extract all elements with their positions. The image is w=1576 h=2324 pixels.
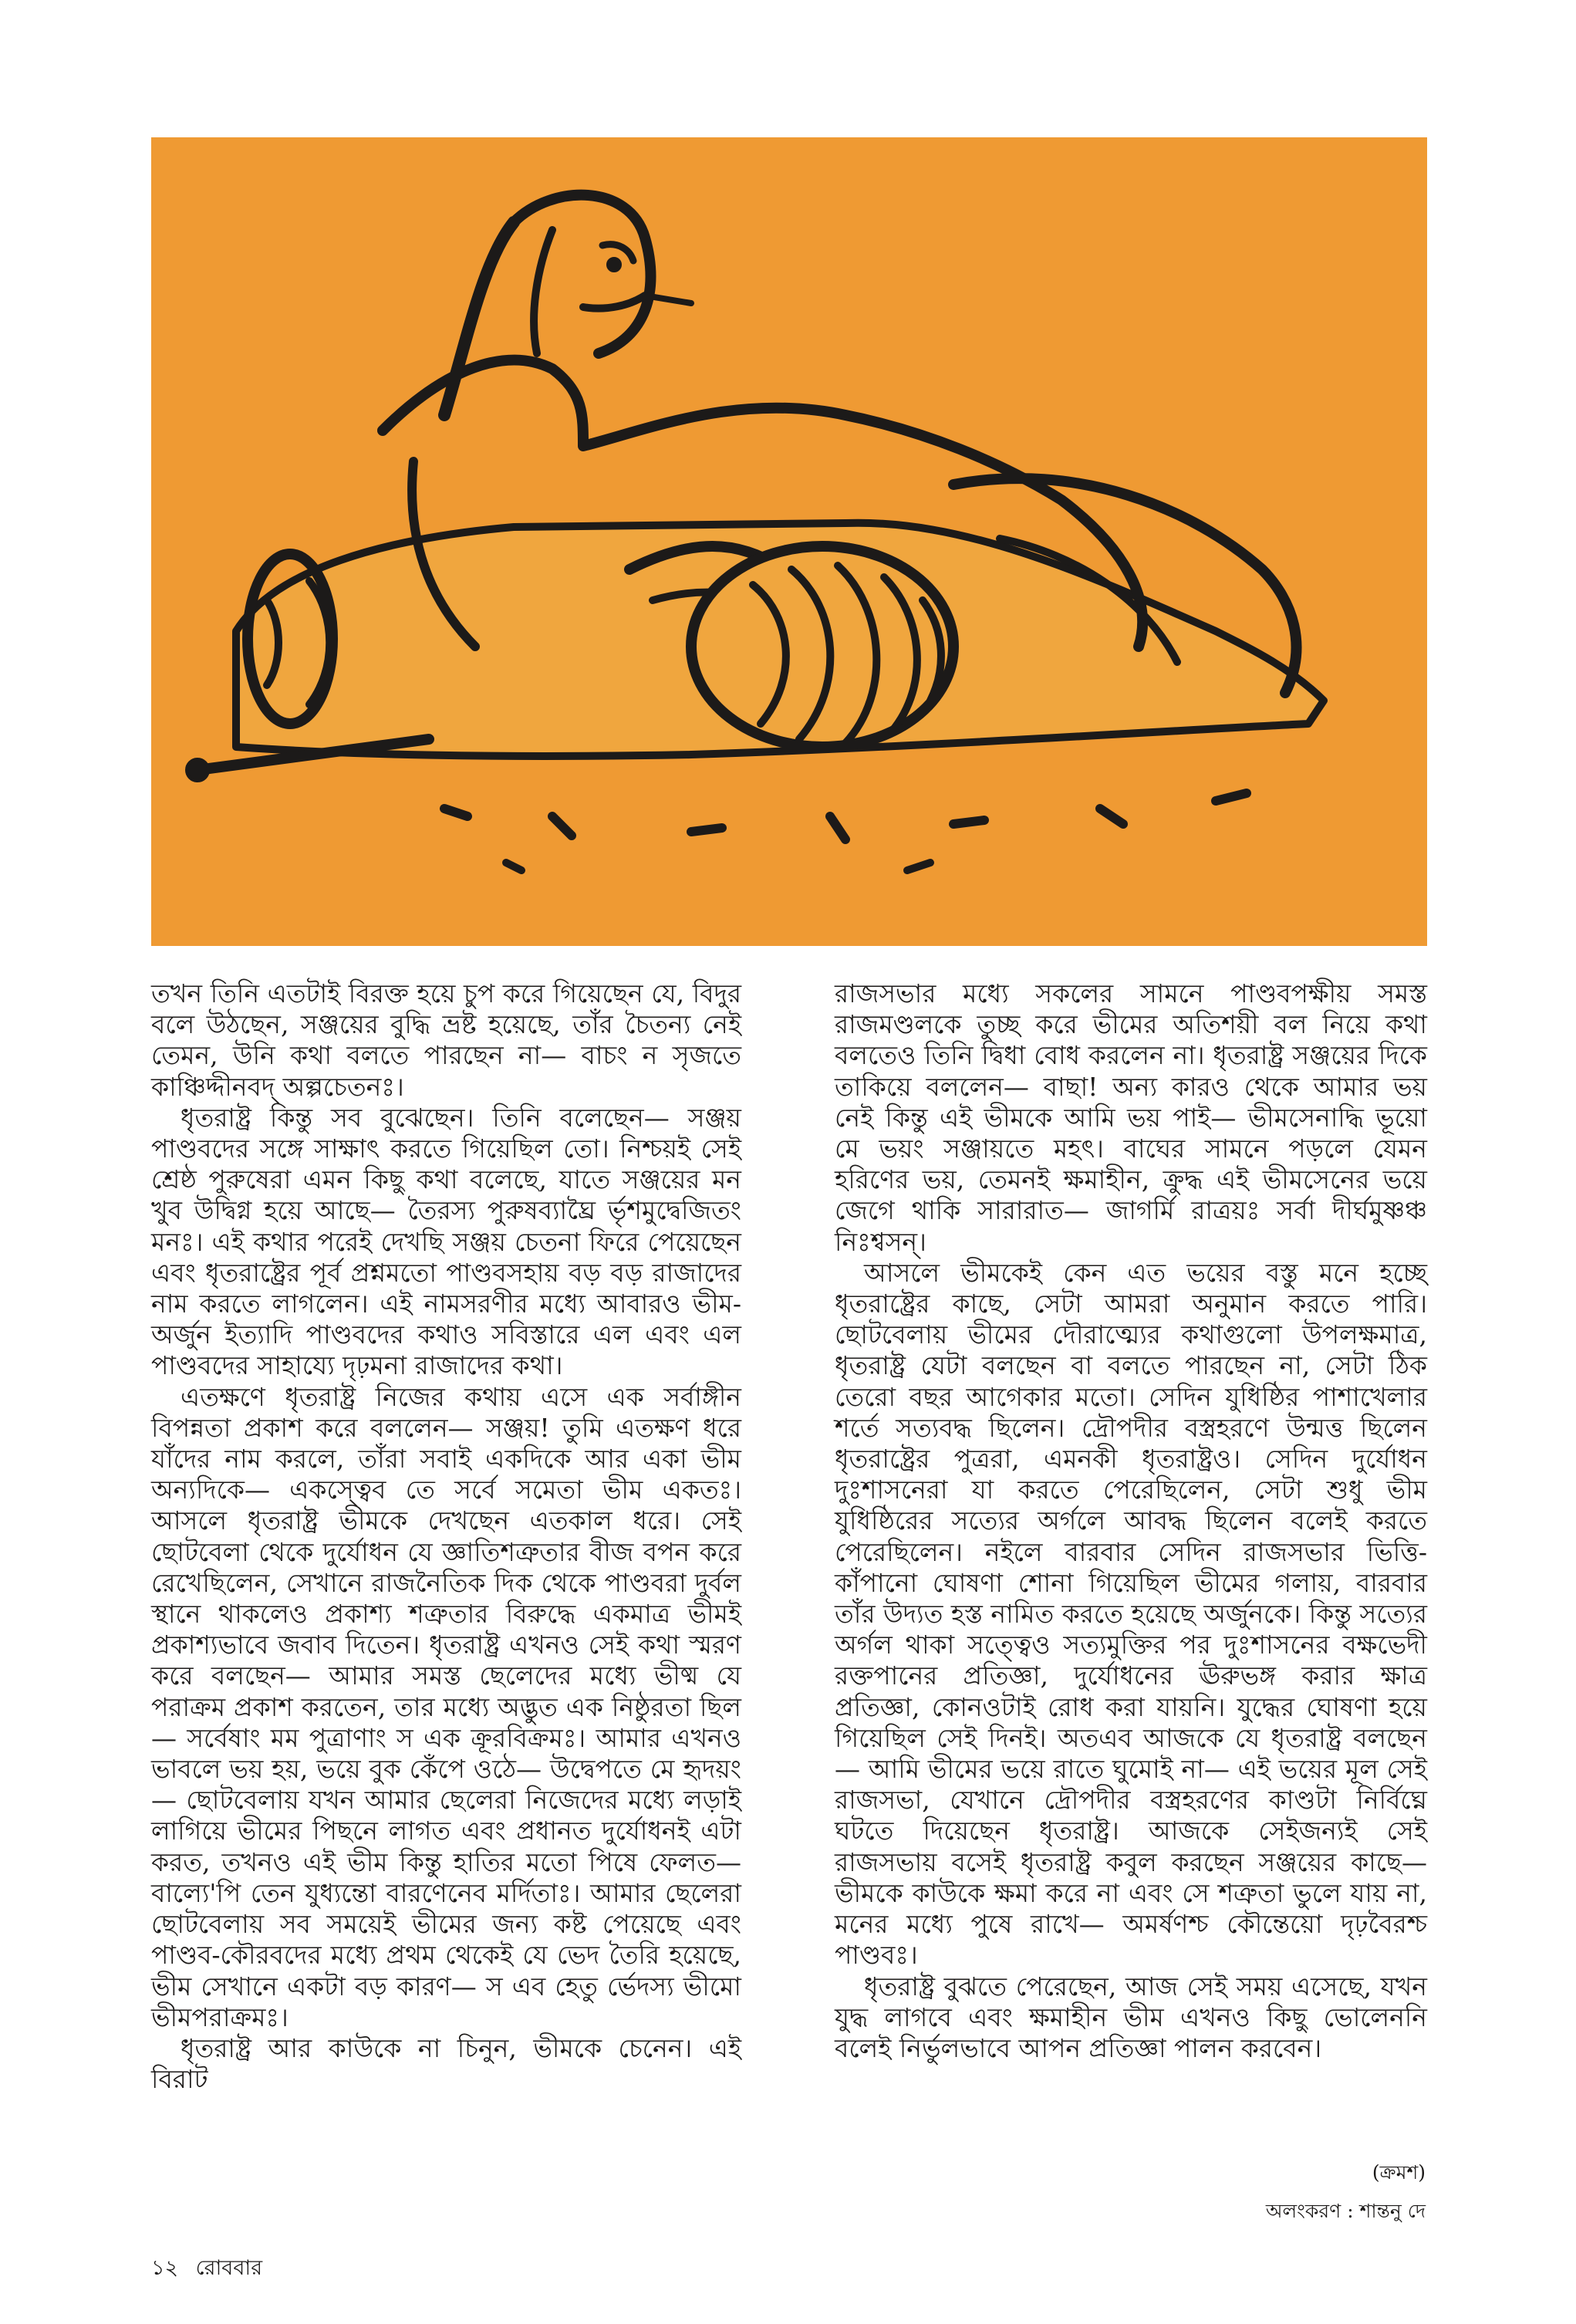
article-paragraph: ধৃতরাষ্ট্র কিন্তু সব বুঝেছেন। তিনি বলেছেন— সঞ্জয় পাণ্ডবদের সঙ্গে সাক্ষাৎ করতে গিয়েছিল তো। নিশ্চয়ই সেই শ্রেষ্ঠ পুরুষেরা এমন কিছু কথা বলেছে, যাতে সঞ্জয়ের মন খুব উদ্বিগ্ন হয়ে আছে— তৈরস্য পুরুষব্যাঘ্রৈ র্ভৃশমুদ্বেজিতং মনঃ। এই কথার পরেই দেখছি সঞ্জয় চেতনা ফিরে পেয়েছেন এবং ধৃতরাষ্ট্রের পূর্ব প্রশ্নমতো পাণ্ডবসহায় বড় বড় রাজাদের নাম করতে লাগলেন। এই নামসরণীর মধ্যে আবারও ভীম-অর্জুন ইত্যাদি পাণ্ডবদের কথাও সবিস্তারে এল এবং এল পাণ্ডবদের সাহায্যে দৃঢ়মনা রাজাদের কথা। bbox=[151, 1102, 741, 1381]
article-paragraph: এতক্ষণে ধৃতরাষ্ট্র নিজের কথায় এসে এক সর্বাঙ্গীন বিপন্নতা প্রকাশ করে বললেন— সঞ্জয়! তুমি এতক্ষণ ধরে যাঁদের নাম করলে, তাঁরা সবাই একদিকে আর একা ভীম অন্যদিকে— একস্ত্বেব তে সর্বে সমেতা ভীম একতঃ। আসলে ধৃতরাষ্ট্র ভীমকে দেখছেন এতকাল ধরে। সেই ছোটবেলা থেকে দুর্যোধন যে জ্ঞাতিশত্রুতার বীজ বপন করে রেখেছিলেন, সেখানে রাজনৈতিক দিক থেকে পাণ্ডবরা দুর্বল স্থানে থাকলেও প্রকাশ্য শত্রুতার বিরুদ্ধে একমাত্র ভীমই প্রকাশ্যভাবে জবাব দিতেন। ধৃতরাষ্ট্র এখনও সেই কথা স্মরণ করে বলছেন— আমার সমস্ত ছেলেদের মধ্যে ভীষ্ম যে পরাক্রম প্রকাশ করতেন, তার মধ্যে অদ্ভুত এক নিষ্ঠুরতা ছিল— সর্বেষাং মম পুত্রাণাং স এক ক্রূরবিক্রমঃ। আমার এখনও ভাবলে ভয় হয়, ভয়ে বুক কেঁপে ওঠে— উদ্বেপতে মে হৃদয়ং— ছোটবেলায় যখন আমার ছেলেরা নিজেদের মধ্যে লড়াই লাগিয়ে ভীমের পিছনে লাগত এবং প্রধানত দুর্যোধনই এটা করত, তখনও এই ভীম কিন্তু হাতির মতো পিষে ফেলত— বাল্যে'পি তেন যুধ্যন্তো বারণেনেব মর্দিতাঃ। আমার ছেলেরা ছোটবেলায় সব সময়েই ভীমের জন্য কষ্ট পেয়েছে এবং পাণ্ডব-কৌরবদের মধ্যে প্রথম থেকেই যে ভেদ তৈরি হয়েছে, ভীম সেখানে একটা বড় কারণ— স এব হেতু র্ভেদস্য ভীমো ভীমপরাক্রমঃ। bbox=[151, 1381, 741, 2032]
article-paragraph: আসলে ভীমকেই কেন এত ভয়ের বস্তু মনে হচ্ছে ধৃতরাষ্ট্রের কাছে, সেটা আমরা অনুমান করতে পারি। ছোটবেলায় ভীমের দৌরাত্ম্যের কথাগুলো উপলক্ষমাত্র, ধৃতরাষ্ট্র যেটা বলছেন বা বলতে পারছেন না, সেটা ঠিক তেরো বছর আগেকার মতো। সেদিন যুধিষ্ঠির পাশাখেলার শর্তে সত্যবদ্ধ ছিলেন। দ্রৌপদীর বস্ত্রহরণে উন্মত্ত ছিলেন ধৃতরাষ্ট্রের পুত্ররা, এমনকী ধৃতরাষ্ট্রও। সেদিন দুর্যোধন দুঃশাসনেরা যা করতে পেরেছিলেন, সেটা শুধু ভীম যুধিষ্ঠিরের সত্যের অর্গলে আবদ্ধ ছিলেন বলেই করতে পেরেছিলেন। নইলে বারবার সেদিন রাজসভার ভিত্তি-কাঁপানো ঘোষণা শোনা গিয়েছিল ভীমের গলায়, বারবার তাঁর উদ্যত হস্ত নামিত করতে হয়েছে অর্জুনকে। কিন্তু সত্যের অর্গল থাকা সত্ত্বেও সত্যমুক্তির পর দুঃশাসনের বক্ষভেদী রক্তপানের প্রতিজ্ঞা, দুর্যোধনের ঊরুভঙ্গ করার ক্ষাত্র প্রতিজ্ঞা, কোনওটাই রোধ করা যায়নি। যুদ্ধের ঘোষণা হয়ে গিয়েছিল সেই দিনই। অতএব আজকে যে ধৃতরাষ্ট্র বলছেন— আমি ভীমের ভয়ে রাতে ঘুমোই না— এই ভয়ের মূল সেই রাজসভা, যেখানে দ্রৌপদীর বস্ত্রহরণের কাণ্ডটা নির্বিঘ্নে ঘটতে দিয়েছেন ধৃতরাষ্ট্র। আজকে সেইজন্যই সেই রাজসভায় বসেই ধৃতরাষ্ট্র কবুল করছেন সঞ্জয়ের কাছে— ভীমকে কাউকে ক্ষমা করে না এবং সে শত্রুতা ভুলে যায় না, মনের মধ্যে পুষে রাখে— অমর্ষণশ্চ কৌন্তেয়ো দৃঢ়বৈরশ্চ পাণ্ডবঃ। bbox=[835, 1257, 1427, 1971]
article-paragraph: রাজসভার মধ্যে সকলের সামনে পাণ্ডবপক্ষীয় সমস্ত রাজমণ্ডলকে তুচ্ছ করে ভীমের অতিশয়ী বল নিয়ে কথা বলতেও তিনি দ্বিধা বোধ করলেন না। ধৃতরাষ্ট্র সঞ্জয়ের দিকে তাকিয়ে বললেন— বাছা! অন্য কারও থেকে আমার ভয় নেই কিন্তু এই ভীমকে আমি ভয় পাই— ভীমসেনাদ্ধি ভূয়ো মে ভয়ং সঞ্জায়তে মহৎ। বাঘের সামনে পড়লে যেমন হরিণের ভয়, তেমনই ক্ষমাহীন, ক্রুদ্ধ এই ভীমসেনের ভয়ে জেগে থাকি সারারাত— জাগর্মি রাত্রয়ঃ সর্বা দীর্ঘমুষ্ণঞ্চ নিঃশ্বসন্। bbox=[835, 978, 1427, 1257]
publication-name: রোববার bbox=[195, 2256, 263, 2280]
article-paragraph: ধৃতরাষ্ট্র বুঝতে পেরেছেন, আজ সেই সময় এসেছে, যখন যুদ্ধ লাগবে এবং ক্ষমাহীন ভীম এখনও কিছু ভোলেননি বলেই নির্ভুলভাবে আপন প্রতিজ্ঞা পালন করবেন। bbox=[835, 1971, 1427, 2063]
article-paragraph: ধৃতরাষ্ট্র আর কাউকে না চিনুন, ভীমকে চেনেন। এই বিরাট bbox=[151, 2032, 741, 2095]
article-right-column bbox=[835, 978, 1427, 2064]
page-footer bbox=[151, 2252, 262, 2287]
article-paragraph: তখন তিনি এতটাই বিরক্ত হয়ে চুপ করে গিয়েছেন যে, বিদুর বলে উঠছেন, সঞ্জয়ের বুদ্ধি ভ্রষ্ট হয়েছে, তাঁর চৈতন্য নেই তেমন, উনি কথা বলতে পারছেন না— বাচং ন সৃজতে কাঞ্চিদ্দীনবদ্ অল্পচেতনঃ। bbox=[151, 978, 741, 1102]
illustration-credit: অলংকরণ : শান্তনু দে bbox=[1265, 2200, 1426, 2222]
page-number: ১২ bbox=[151, 2256, 179, 2280]
illustration bbox=[151, 137, 1427, 946]
to-be-continued-note: (ক্রমশ) bbox=[1372, 2161, 1426, 2184]
article-left-column bbox=[151, 978, 741, 2095]
